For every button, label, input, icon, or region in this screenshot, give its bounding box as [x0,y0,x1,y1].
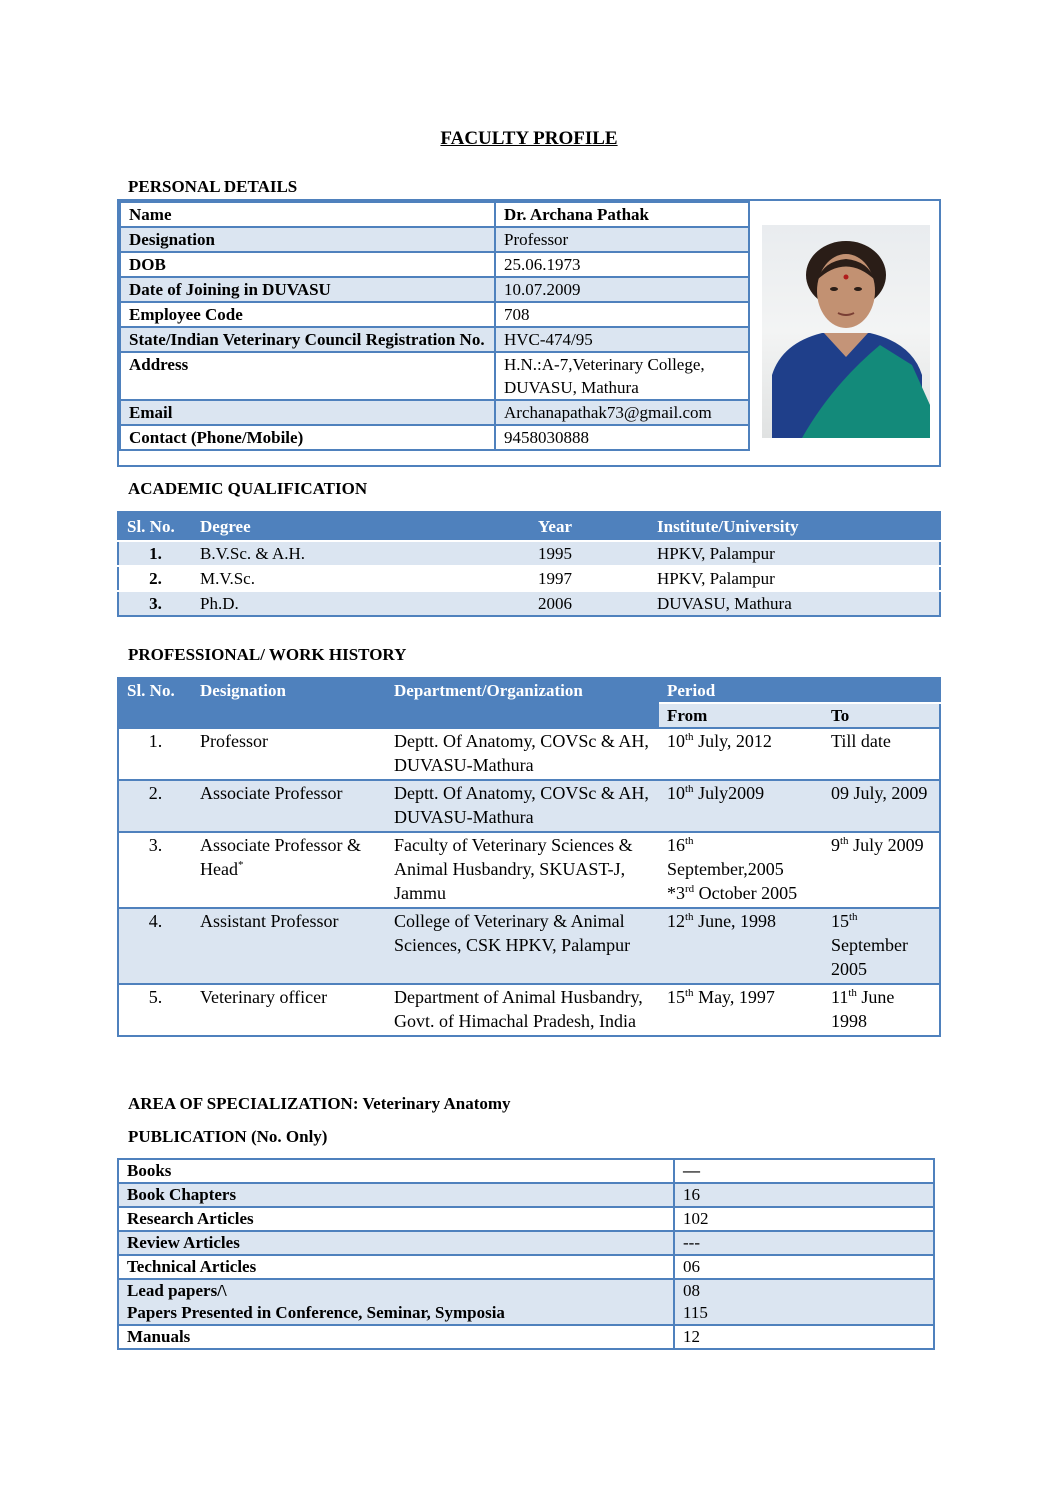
specialization-value: Veterinary Anatomy [362,1094,511,1113]
from-cell: 12th June, 1998 [659,908,823,984]
to-cell: 11th June 1998 [823,984,940,1036]
to-cell: Till date [823,728,940,780]
profile-photo [762,225,930,438]
designation-label: Designation [120,227,495,252]
review-articles-label: Review Articles [118,1231,674,1255]
col-to: To [823,703,940,728]
table-row [120,327,749,352]
institute-cell: DUVASU, Mathura [649,591,940,616]
sl-cell: 2. [118,566,192,591]
degree-cell: B.V.Sc. & A.H. [192,541,530,566]
dob-value: 25.06.1973 [495,252,749,277]
specialization-label: AREA OF SPECIALIZATION: [128,1094,359,1113]
col-sl: Sl. No. [118,678,192,728]
department-cell: Faculty of Veterinary Sciences & Animal Husbandry, SKUAST-J, Jammu [386,832,659,908]
sl-cell: 3. [118,591,192,616]
employee-code-label: Employee Code [120,302,495,327]
table-header-row [118,678,940,703]
sl-cell: 4. [118,908,192,984]
department-cell: Deptt. Of Anatomy, COVSc & AH, DUVASU-Mathura [386,780,659,832]
table-row [118,566,940,591]
col-sl: Sl. No. [118,512,192,541]
table-row [118,1231,934,1255]
page-title: FACULTY PROFILE [440,128,618,149]
table-row [118,1325,934,1349]
designation-cell: Associate Professor & Head* [192,832,386,908]
from-cell: 10th July, 2012 [659,728,823,780]
books-value: — [674,1159,934,1183]
from-cell: 10th July2009 [659,780,823,832]
table-row [118,541,940,566]
employee-code-value: 708 [495,302,749,327]
technical-articles-label: Technical Articles [118,1255,674,1279]
table-header-row [118,512,940,541]
address-label: Address [120,352,495,400]
department-cell: Deptt. Of Anatomy, COVSc & AH, DUVASU-Mathura [386,728,659,780]
joining-date-label: Date of Joining in DUVASU [120,277,495,302]
department-cell: College of Veterinary & Animal Sciences, CSK HPKV, Palampur [386,908,659,984]
address-value: H.N.:A-7,Veterinary College, DUVASU, Mathura [495,352,749,400]
col-institute: Institute/University [649,512,940,541]
col-from: From [659,703,823,728]
designation-value: Professor [495,227,749,252]
year-cell: 1997 [530,566,649,591]
institute-cell: HPKV, Palampur [649,541,940,566]
table-row [118,908,940,984]
table-row [118,1255,934,1279]
table-row [118,1207,934,1231]
review-articles-value: --- [674,1231,934,1255]
to-cell: 15th September 2005 [823,908,940,984]
table-row [118,984,940,1036]
registration-value: HVC-474/95 [495,327,749,352]
personal-details-table [119,201,750,451]
specialization-line [128,1094,511,1114]
papers-value: 08 115 [674,1279,934,1325]
table-row [118,832,940,908]
portrait-icon [762,225,930,438]
technical-articles-value: 06 [674,1255,934,1279]
institute-cell: HPKV, Palampur [649,566,940,591]
books-label: Books [118,1159,674,1183]
email-value: Archanapathak73@gmail.com [495,400,749,425]
table-row [120,252,749,277]
sl-cell: 1. [118,541,192,566]
table-row [120,400,749,425]
academic-table [117,511,941,617]
table-row [120,425,749,450]
department-cell: Department of Animal Husbandry, Govt. of Himachal Pradesh, India [386,984,659,1036]
to-cell: 9th July 2009 [823,832,940,908]
table-row [120,202,749,227]
table-row [118,1279,934,1325]
table-row [118,591,940,616]
sl-cell: 2. [118,780,192,832]
sl-cell: 3. [118,832,192,908]
col-degree: Degree [192,512,530,541]
publications-table [117,1158,935,1350]
work-history-table [117,677,941,1037]
book-chapters-value: 16 [674,1183,934,1207]
publications-heading: PUBLICATION (No. Only) [128,1127,328,1146]
work-history-heading: PROFESSIONAL/ WORK HISTORY [128,645,407,664]
manuals-label: Manuals [118,1325,674,1349]
personal-details-heading: PERSONAL DETAILS [128,177,298,196]
name-label: Name [120,202,495,227]
year-cell: 1995 [530,541,649,566]
from-cell: 16th September,2005 *3rd October 2005 [659,832,823,908]
table-row [120,227,749,252]
designation-cell: Associate Professor [192,780,386,832]
email-label: Email [120,400,495,425]
manuals-value: 12 [674,1325,934,1349]
contact-value: 9458030888 [495,425,749,450]
contact-label: Contact (Phone/Mobile) [120,425,495,450]
col-designation: Designation [192,678,386,728]
table-row [118,1183,934,1207]
papers-label: Lead papers/\ Papers Presented in Conference, Seminar, Symposia [118,1279,674,1325]
table-row [120,302,749,327]
col-year: Year [530,512,649,541]
table-row [118,728,940,780]
table-row [118,780,940,832]
from-cell: 15th May, 1997 [659,984,823,1036]
research-articles-value: 102 [674,1207,934,1231]
designation-cell: Veterinary officer [192,984,386,1036]
degree-cell: Ph.D. [192,591,530,616]
to-cell: 09 July, 2009 [823,780,940,832]
col-department: Department/Organization [386,678,659,728]
table-row [120,277,749,302]
registration-label: State/Indian Veterinary Council Registration No. [120,327,495,352]
designation-cell: Assistant Professor [192,908,386,984]
joining-date-value: 10.07.2009 [495,277,749,302]
book-chapters-label: Book Chapters [118,1183,674,1207]
col-period: Period [659,678,940,703]
table-row [120,352,749,400]
academic-heading: ACADEMIC QUALIFICATION [128,479,368,498]
degree-cell: M.V.Sc. [192,566,530,591]
sl-cell: 5. [118,984,192,1036]
dob-label: DOB [120,252,495,277]
research-articles-label: Research Articles [118,1207,674,1231]
designation-cell: Professor [192,728,386,780]
name-value: Dr. Archana Pathak [495,202,749,227]
year-cell: 2006 [530,591,649,616]
sl-cell: 1. [118,728,192,780]
table-row [118,1159,934,1183]
